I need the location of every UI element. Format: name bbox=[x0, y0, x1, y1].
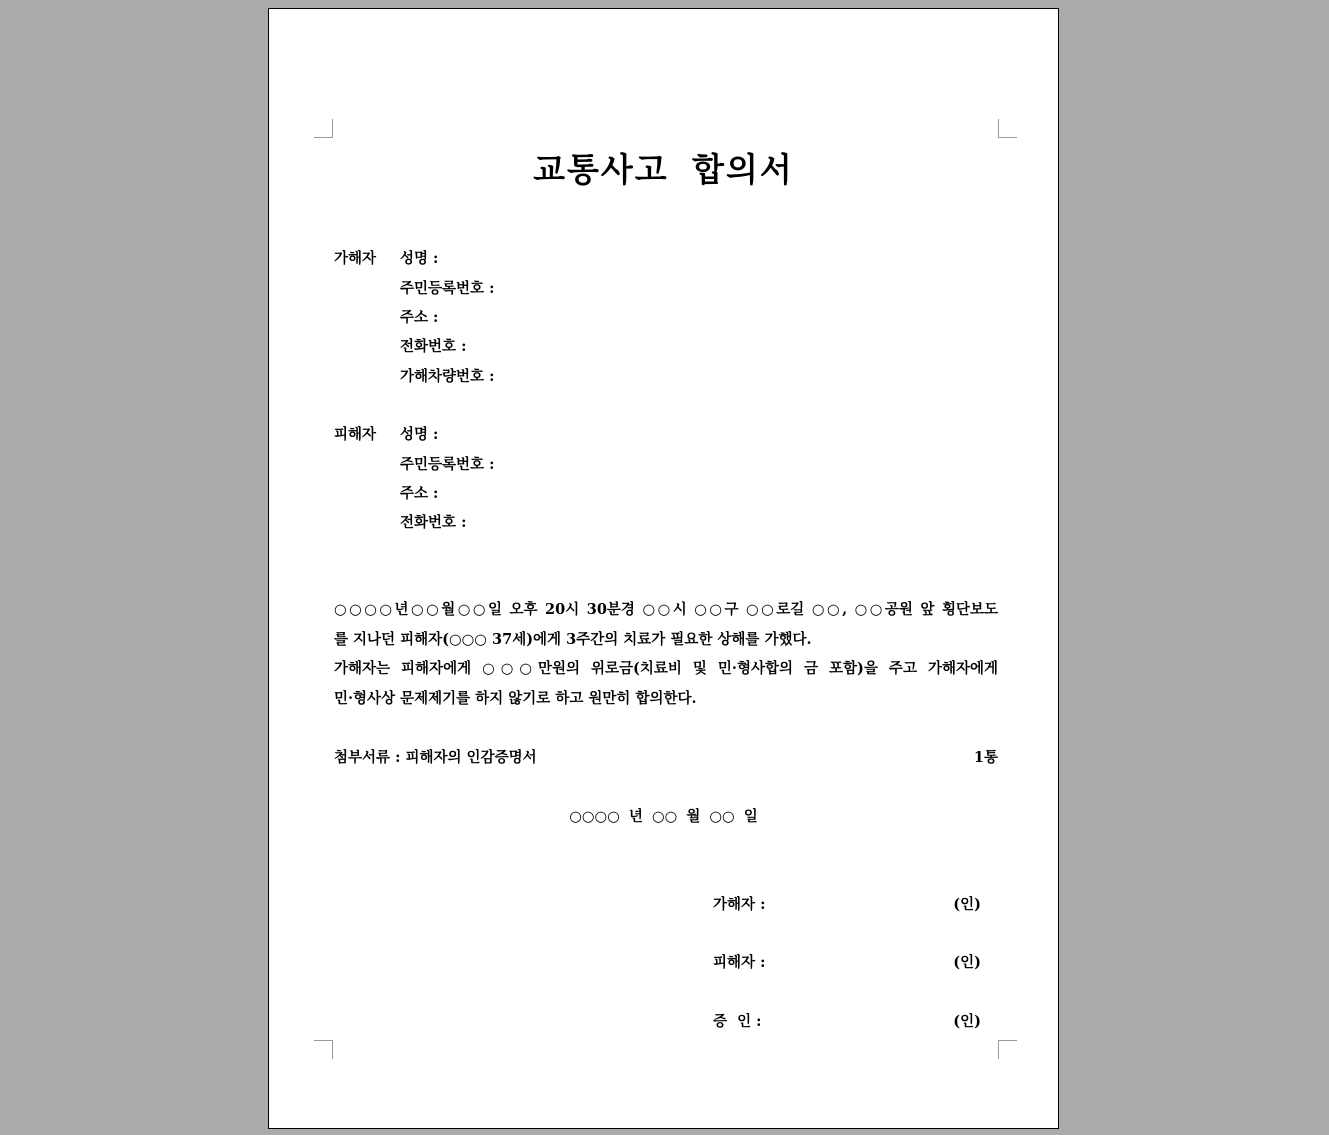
signature-witness-label: 증 인 : bbox=[713, 1013, 762, 1030]
agreement-body bbox=[334, 595, 998, 713]
body-line: 를 지나던 피해자(○○○ 37세)에게 3주간의 치료가 필요한 상해를 가했다. bbox=[334, 630, 812, 648]
offender-address-field: 주소 : bbox=[400, 309, 439, 326]
signature-victim-seal: (인) bbox=[953, 954, 981, 971]
offender-label: 가해자 bbox=[334, 250, 377, 267]
offender-name-field: 성명 : bbox=[400, 250, 439, 267]
signature-offender-label: 가해자 : bbox=[713, 896, 766, 913]
signature-victim-label: 피해자 : bbox=[713, 954, 766, 971]
document-page bbox=[268, 8, 1059, 1129]
body-line: ○○○○년○○월○○일 오후 20시 30분경 ○○시 ○○구 ○○로길 ○○, ○○공원 앞 횡단보도 bbox=[334, 601, 998, 618]
crop-mark-top-left bbox=[314, 119, 333, 138]
crop-mark-top-right bbox=[998, 119, 1017, 138]
offender-phone-field: 전화번호 : bbox=[400, 338, 467, 355]
victim-id-field: 주민등록번호 : bbox=[400, 456, 495, 473]
attachment-count: 1통 bbox=[973, 749, 998, 766]
offender-vehicle-field: 가해차량번호 : bbox=[400, 368, 495, 385]
agreement-date: ○○○○ 년 ○○ 월 ○○ 일 bbox=[569, 808, 758, 825]
offender-id-field: 주민등록번호 : bbox=[400, 280, 495, 297]
attachment-label: 첨부서류 : 피해자의 인감증명서 bbox=[334, 749, 537, 766]
document-title: 교통사고 합의서 bbox=[533, 150, 794, 189]
victim-label: 피해자 bbox=[334, 426, 377, 443]
signature-offender-seal: (인) bbox=[953, 896, 981, 913]
victim-address-field: 주소 : bbox=[400, 485, 439, 502]
crop-mark-bottom-left bbox=[314, 1040, 333, 1059]
victim-phone-field: 전화번호 : bbox=[400, 514, 467, 531]
signature-witness-seal: (인) bbox=[953, 1013, 981, 1030]
victim-name-field: 성명 : bbox=[400, 426, 439, 443]
body-line: 가해자는 피해자에게 ○○○만원의 위로금(치료비 및 민·형사합의 금 포함)을 주고 가해자에게 bbox=[334, 660, 998, 677]
body-line: 민·형사상 문제제기를 하지 않기로 하고 원만히 합의한다. bbox=[334, 689, 697, 707]
crop-mark-bottom-right bbox=[998, 1040, 1017, 1059]
